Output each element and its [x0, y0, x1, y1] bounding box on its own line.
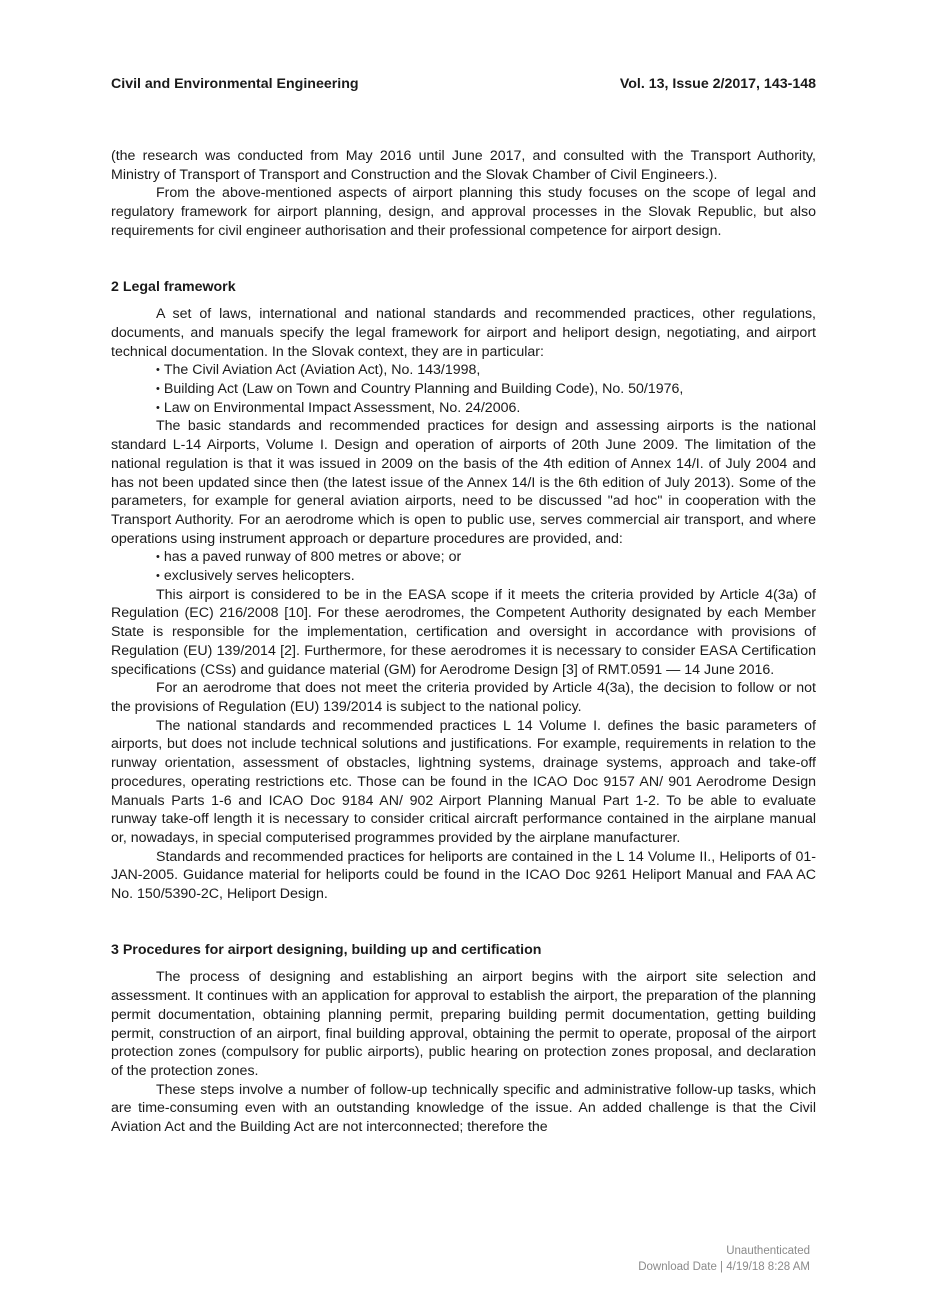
section-2-paragraph-5: The national standards and recommended practices L 14 Volume I. defines the basic parameters of airports, but does not include technical solutions and justifications. For example, requirements in relation to the runway orientation, assessment of obstacles, lightning systems, drainage systems, approach and take-off procedures, operating restrictions etc. Those can be found in the ICAO Doc 9157 AN/ 901 Aerodrome Design Manuals Parts 1-6 and ICAO Doc 9184 AN/ 902 Airport Planning Manual Part 1-2. To be able to evaluate runway take-off length it is necessary to consider critical aircraft performance contained in the airplane manual or, nowadays, in special computerised programmes provided by the airplane manufacturer.	[111, 717, 816, 846]
intro-paragraph-2: From the above-mentioned aspects of airport planning this study focuses on the scope of legal and regulatory framework for airport planning, design, and approval processes in the Slovak Republic, but also requirements for civil engineer authorisation and their professional competence for airport design.	[111, 185, 816, 239]
section-2-paragraph-2: The basic standards and recommended practices for design and assessing airports is the national standard L-14 Airports, Volume I. Design and operation of airports of 20th June 2009. The limitation of the national regulation is that it was issued in 2009 on the basis of the 4th edition of Annex 14/I. of July 2004 and has not been updated since then (the latest issue of the Annex 14/I is the 6th edition of July 2013). Some of the parameters, for example for general aviation airports, need to be discussed "ad hoc" in cooperation with the Transport Authority. For an aerodrome which is open to public use, serves commercial air transport, and where operations using instrument approach or departure procedures are provided, and:	[111, 418, 816, 547]
section-2-heading: 2 Legal framework	[111, 278, 236, 295]
bullet-icon: •	[156, 570, 160, 583]
section-3-paragraph-1: The process of designing and establishing an airport begins with the airport site selection and assessment. It continues with an application for approval to establish the airport, the preparation of the planning permit documentation, obtaining planning permit, preparing building permit documentation, getting building permit, construction of an airport, final building approval, obtaining the permit to operate, proposal of the airport protection zones (compulsory for public airports), public hearing on protection zones proposal, and declaration of the protection zones.	[111, 969, 816, 1079]
download-date: Download Date | 4/19/18 8:28 AM	[638, 1261, 810, 1273]
download-stamp	[638, 1243, 810, 1275]
bullet-item: • Law on Environmental Impact Assessment, No. 24/2006.	[156, 399, 521, 416]
section-2-paragraph-1: A set of laws, international and national standards and recommended practices, other regulations, documents, and manuals specify the legal framework for airport and heliport design, negotiating, and airport technical documentation. In the Slovak context, they are in particular:	[111, 306, 816, 360]
journal-title: Civil and Environmental Engineering	[111, 76, 359, 92]
section-2-paragraph-6: Standards and recommended practices for heliports are contained in the L 14 Volume II., Heliports of 01-JAN-2005. Guidance material for heliports could be found in the ICAO Doc 9261 Heliport Manual and FAA AC No. 150/5390-2C, Heliport Design.	[111, 848, 816, 903]
auth-status: Unauthenticated	[726, 1245, 810, 1257]
intro-paragraph-1: (the research was conducted from May 2016 until June 2017, and consulted with the Transport Authority, Ministry of Transport of Transport and Construction and the Slovak Chamber of Civil Engineers.).	[111, 148, 816, 183]
volume-info: Vol. 13, Issue 2/2017, 143-148	[619, 76, 816, 92]
bullet-item: • has a paved runway of 800 metres or above; or	[156, 549, 462, 566]
section-2-paragraph-3: This airport is considered to be in the EASA scope if it meets the criteria provided by Article 4(3a) of Regulation (EC) 216/2008 [10]. For these aerodromes, the Competent Authority designated by each Member State is responsible for the implementation, certification and oversight in accordance with provisions of Regulation (EU) 139/2014 [2]. Furthermore, for these aerodromes it is necessary to consider EASA Certification specifications (CSs) and guidance material (GM) for Aerodrome Design [3] of RMT.0591 — 14 June 2016.	[111, 586, 816, 678]
running-header	[111, 76, 816, 96]
section-3-paragraph-2: These steps involve a number of follow-up technically specific and administrative follow-up tasks, which are time-consuming even with an outstanding knowledge of the issue. An added challenge is that the Civil Aviation Act and the Building Act are not interconnected; therefore the	[111, 1081, 816, 1136]
section-2-paragraph-4: For an aerodrome that does not meet the criteria provided by Article 4(3a), the decision to follow or not the provisions of Regulation (EU) 139/2014 is subject to the national policy.	[111, 680, 816, 715]
article-body	[111, 147, 816, 1137]
bullet-icon: •	[156, 551, 160, 564]
bullet-icon: •	[156, 401, 160, 414]
bullet-item: • The Civil Aviation Act (Aviation Act), No. 143/1998,	[156, 362, 481, 379]
bullet-item: • Building Act (Law on Town and Country Planning and Building Code), No. 50/1976,	[156, 381, 684, 398]
bullet-icon: •	[156, 383, 160, 396]
bullet-icon: •	[156, 364, 160, 377]
section-3-heading: 3 Procedures for airport designing, building up and certification	[111, 941, 542, 958]
bullet-item: • exclusively serves helicopters.	[156, 568, 355, 585]
